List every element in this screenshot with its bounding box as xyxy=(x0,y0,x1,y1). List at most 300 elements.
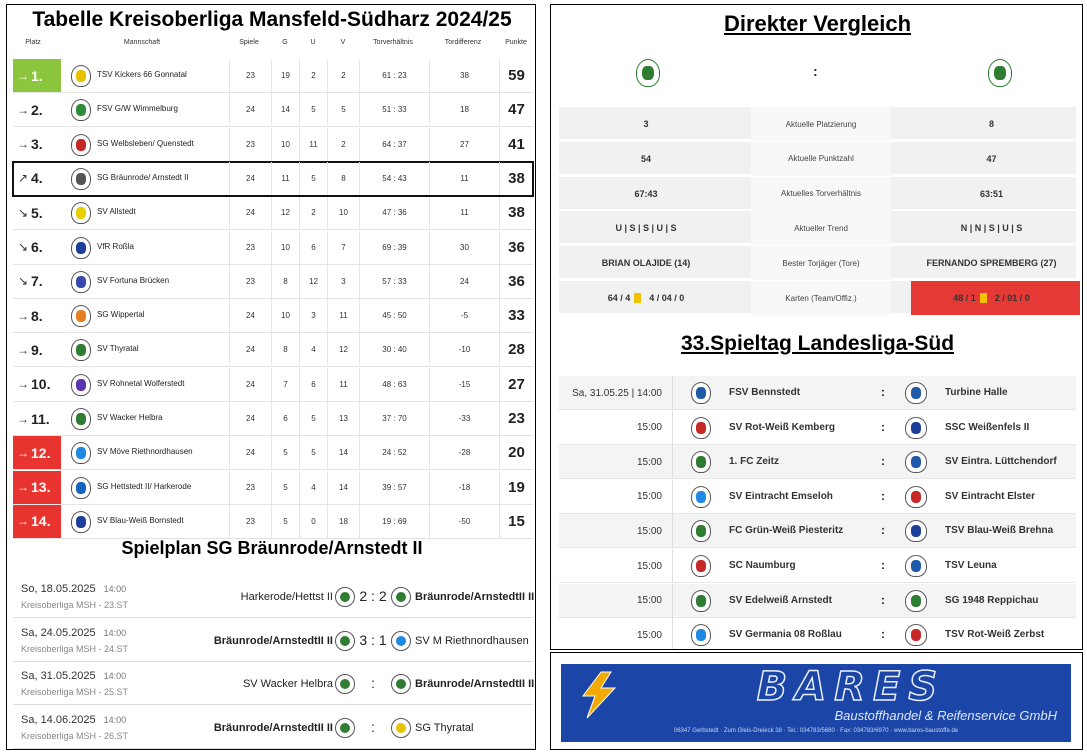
team-name[interactable]: SG Welbsleben/ Quenstedt xyxy=(97,138,194,148)
cell-v: 12 xyxy=(327,333,359,366)
team-crest-icon xyxy=(71,374,91,396)
table-row[interactable] xyxy=(13,333,533,367)
rank-cell xyxy=(13,231,61,264)
away-crest-icon xyxy=(391,718,411,738)
match-home-team[interactable]: FSV Bennstedt xyxy=(729,387,801,398)
compare-away-value: 8 xyxy=(988,119,994,129)
cell-diff: -5 xyxy=(429,299,499,332)
team-name[interactable]: SV Wacker Helbra xyxy=(97,413,163,422)
table-row[interactable] xyxy=(13,59,533,93)
cell-points: 15 xyxy=(499,505,533,538)
cell-points: 36 xyxy=(499,231,533,264)
match-away-team[interactable]: SG 1948 Reppichau xyxy=(945,594,1039,606)
team-name[interactable]: SV Blau-Weiß Bornstedt xyxy=(97,515,184,525)
table-row[interactable] xyxy=(13,471,533,505)
compare-separator: : xyxy=(813,63,818,79)
fixture-date: So, 18.05.2025 14:00 xyxy=(21,583,127,595)
rank-cell xyxy=(13,59,61,92)
team-crest-icon xyxy=(71,408,91,430)
trend-arrow-icon: ↘ xyxy=(17,205,29,220)
match-separator: : xyxy=(881,454,885,469)
match-time: Sa, 31.05.25 | 14:00 xyxy=(559,376,673,410)
match-separator: : xyxy=(881,419,885,434)
compare-label: Aktueller Trend xyxy=(751,211,891,245)
cell-g: 10 xyxy=(271,299,299,332)
col-spiele: Spiele xyxy=(239,39,259,46)
match-row[interactable] xyxy=(559,549,1076,583)
home-crest-icon xyxy=(335,674,355,694)
cell-u: 2 xyxy=(299,196,327,229)
col-u: U xyxy=(310,39,316,46)
cell-spiele: 23 xyxy=(229,505,271,538)
match-separator: : xyxy=(881,523,885,538)
fixture-score: 2 : 2 xyxy=(359,588,387,604)
cell-tore: 19 : 69 xyxy=(359,505,429,538)
team-name[interactable]: SG Wippertal xyxy=(97,310,145,320)
cell-spiele: 24 xyxy=(229,368,271,401)
team-crest-icon xyxy=(71,271,91,293)
fixture-date: Sa, 31.05.2025 14:00 xyxy=(21,670,127,682)
away-crest-icon xyxy=(905,451,927,473)
table-row[interactable] xyxy=(13,299,533,333)
team-crest-icon xyxy=(71,237,91,259)
cell-diff: -10 xyxy=(429,333,499,366)
match-home-team[interactable]: SV Germania 08 Roßlau xyxy=(729,629,842,641)
fixture-row[interactable] xyxy=(13,620,533,662)
cell-u: 0 xyxy=(299,505,327,538)
rank-cell xyxy=(13,299,61,332)
match-row[interactable] xyxy=(559,411,1076,445)
away-crest-icon xyxy=(905,486,927,508)
cell-u: 3 xyxy=(299,299,327,332)
team-crest-icon xyxy=(71,339,91,361)
cell-spiele: 23 xyxy=(229,471,271,504)
compare-panel xyxy=(550,4,1083,650)
match-row[interactable] xyxy=(559,584,1076,618)
compare-label: Aktuelle Punktzahl xyxy=(751,142,891,176)
cell-tore: 64 : 37 xyxy=(359,128,429,161)
cell-spiele: 23 xyxy=(229,231,271,264)
match-separator: : xyxy=(881,558,885,572)
col-platz: Platz xyxy=(25,39,41,46)
compare-home-value: BRIAN OLAJIDE (14) xyxy=(601,258,691,269)
fixture-time: 14:00 xyxy=(103,584,127,594)
compare-away-value: 47 xyxy=(986,153,997,164)
sponsor-banner[interactable] xyxy=(550,652,1083,750)
cell-tore: 30 : 40 xyxy=(359,333,429,366)
fixture-row[interactable] xyxy=(13,707,533,749)
compare-home-value: U | S | S | U | S xyxy=(615,223,677,234)
cell-u: 12 xyxy=(299,265,327,298)
rank-number: 11. xyxy=(31,410,50,427)
cell-v: 14 xyxy=(327,436,359,469)
rank-cell xyxy=(13,162,61,195)
sponsor-banner-inner xyxy=(561,664,1071,742)
home-crest-icon xyxy=(691,624,711,646)
team-crest-icon xyxy=(71,305,91,327)
away-crest-icon xyxy=(905,520,927,542)
sponsor-contact: 06347 Gerbstedt · Zum Gleis-Dreieck 38 · Tel.: 034783/5680 · Fax: 034783/6970 · www.bares-baustoffe.de xyxy=(673,728,959,734)
home-crest-icon xyxy=(335,718,355,738)
cell-u: 5 xyxy=(299,162,327,195)
team-name[interactable]: SV Fortuna Brücken xyxy=(97,275,170,285)
cell-v: 8 xyxy=(327,162,359,195)
cell-u: 2 xyxy=(299,59,327,92)
cell-points: 38 xyxy=(499,196,533,229)
trend-arrow-icon: ↗ xyxy=(17,171,29,186)
home-crest-icon xyxy=(691,382,711,404)
match-away-team[interactable]: SV Eintracht Elster xyxy=(945,490,1036,502)
table-row[interactable] xyxy=(13,93,533,127)
match-home-team[interactable]: SV Eintracht Emseloh xyxy=(729,490,833,502)
cell-tore: 45 : 50 xyxy=(359,299,429,332)
cell-u: 5 xyxy=(299,402,327,435)
cell-u: 5 xyxy=(299,93,327,126)
rank-number: 13. xyxy=(31,479,51,496)
compare-label: Karten (Team/Offiz.) xyxy=(751,281,891,315)
cell-spiele: 23 xyxy=(229,59,271,92)
trend-arrow-icon: → xyxy=(17,514,29,529)
match-home-team[interactable]: SV Edelweiß Arnstedt xyxy=(729,594,832,606)
home-crest-icon xyxy=(335,631,355,651)
compare-title: Direkter Vergleich xyxy=(723,11,912,36)
cell-points: 23 xyxy=(499,402,533,435)
team-name[interactable]: SV Rohnetal Wolferstedt xyxy=(97,378,185,388)
compare-row xyxy=(559,107,1076,141)
fixture-date: Sa, 14.06.2025 14:00 xyxy=(21,713,127,726)
match-away-team[interactable]: TSV Blau-Weiß Brehna xyxy=(945,525,1054,537)
rank-number: 2. xyxy=(31,101,43,118)
cell-spiele: 23 xyxy=(229,265,271,298)
home-crest-icon xyxy=(691,417,711,439)
col-g: G xyxy=(282,39,288,46)
compare-row xyxy=(559,211,1076,245)
rank-cell xyxy=(13,93,61,126)
cell-diff: -50 xyxy=(429,505,499,538)
match-home-team[interactable]: SV Rot-Weiß Kemberg xyxy=(729,421,835,433)
team-crest-icon xyxy=(71,168,91,190)
cell-points: 19 xyxy=(499,471,533,504)
match-separator: : xyxy=(881,488,885,503)
cell-spiele: 24 xyxy=(229,299,271,332)
team-crest-icon xyxy=(71,442,91,464)
cell-spiele: 24 xyxy=(229,162,271,195)
match-away-team[interactable]: TSV Rot-Weiß Zerbst xyxy=(945,629,1045,641)
landesliga-title: 33.Spieltag Landesliga-Süd xyxy=(680,332,955,355)
cell-tore: 61 : 23 xyxy=(359,59,429,92)
rank-number: 12. xyxy=(31,444,51,461)
cards-home xyxy=(559,281,733,315)
cell-u: 6 xyxy=(299,231,327,264)
cell-spiele: 24 xyxy=(229,333,271,366)
rank-number: 7. xyxy=(31,273,43,290)
cell-v: 18 xyxy=(327,505,359,538)
rank-number: 6. xyxy=(31,239,43,255)
cell-g: 6 xyxy=(271,402,299,435)
match-time: 15:00 xyxy=(559,584,673,618)
rank-number: 9. xyxy=(31,341,43,358)
fixture-competition: Kreisoberliga MSH - 26.ST xyxy=(21,730,129,741)
match-separator: : xyxy=(881,385,885,399)
yellow-card-icon xyxy=(634,293,641,303)
fixture-competition: Kreisoberliga MSH - 23.ST xyxy=(21,600,129,610)
compare-label: Aktuelles Torverhältnis xyxy=(751,177,891,211)
fixture-away-team[interactable]: SG Thyratal xyxy=(415,721,474,734)
cell-g: 5 xyxy=(271,505,299,538)
match-away-team[interactable]: SSC Weißenfels II xyxy=(945,421,1030,433)
match-time: 15:00 xyxy=(559,549,673,583)
cards-home-value: 4 / 0 xyxy=(649,293,667,303)
rank-number: 8. xyxy=(31,307,43,324)
cell-u: 6 xyxy=(299,368,327,401)
match-row[interactable] xyxy=(559,514,1076,548)
cell-points: 38 xyxy=(499,162,533,195)
cell-diff: 27 xyxy=(429,128,499,161)
trend-arrow-icon: → xyxy=(17,68,29,83)
match-home-team[interactable]: SC Naumburg xyxy=(729,560,796,571)
cell-u: 11 xyxy=(299,128,327,161)
cell-points: 59 xyxy=(499,59,533,92)
rank-cell xyxy=(13,196,61,229)
cell-diff: 11 xyxy=(429,196,499,229)
col-tore: Torverhältnis xyxy=(373,39,413,46)
match-time: 15:00 xyxy=(559,514,673,548)
home-crest-icon xyxy=(691,486,711,508)
team-name[interactable]: VfR Roßla xyxy=(97,241,134,251)
cell-u: 4 xyxy=(299,333,327,366)
table-row[interactable] xyxy=(13,265,533,299)
cards-away-value: 2 / 0 xyxy=(994,293,1013,303)
cell-v: 2 xyxy=(327,59,359,92)
team-crest-icon xyxy=(71,134,91,156)
away-crest-icon xyxy=(905,590,927,612)
match-away-team[interactable]: SV Eintra. Lüttchendorf xyxy=(945,456,1057,468)
fixture-home-team[interactable]: SV Wacker Helbra xyxy=(242,678,333,690)
rank-cell xyxy=(13,505,61,538)
cell-v: 7 xyxy=(327,231,359,264)
compare-home-value: 3 xyxy=(643,119,649,129)
match-home-team[interactable]: FC Grün-Weiß Piesteritz xyxy=(729,525,844,537)
compare-home-value: 54 xyxy=(640,153,651,164)
match-row[interactable] xyxy=(559,618,1076,650)
col-mannschaft: Mannschaft xyxy=(123,39,161,46)
cell-v: 13 xyxy=(327,402,359,435)
fixture-home-team[interactable]: Harkerode/Hettst II xyxy=(240,591,333,603)
cell-points: 36 xyxy=(499,265,533,298)
fixture-away-team[interactable]: Bräunrode/ArnstedtII II xyxy=(415,678,535,690)
cell-spiele: 23 xyxy=(229,128,271,161)
fixture-time: 14:00 xyxy=(103,671,127,681)
fixture-score: 3 : 1 xyxy=(359,631,387,648)
trend-arrow-icon: → xyxy=(17,411,29,426)
cell-u: 5 xyxy=(299,436,327,469)
table-row[interactable] xyxy=(13,128,533,162)
cell-diff: 24 xyxy=(429,265,499,298)
team-crest-icon xyxy=(71,511,91,533)
cell-diff: 38 xyxy=(429,59,499,92)
cell-v: 11 xyxy=(327,368,359,401)
table-header xyxy=(13,35,533,55)
col-diff: Tordifferenz xyxy=(444,39,482,46)
home-crest-icon xyxy=(636,59,660,87)
cell-spiele: 24 xyxy=(229,436,271,469)
team-crest-icon xyxy=(71,202,91,224)
fixture-score: : xyxy=(371,675,375,691)
compare-home-value: 67:43 xyxy=(634,188,658,199)
cell-spiele: 24 xyxy=(229,402,271,435)
fixture-home-team[interactable]: Bräunrode/ArnstedtII II xyxy=(213,721,333,734)
cell-points: 41 xyxy=(499,128,533,161)
cell-tore: 51 : 33 xyxy=(359,93,429,126)
cell-diff: -33 xyxy=(429,402,499,435)
cell-v: 2 xyxy=(327,128,359,161)
team-crest-icon xyxy=(71,99,91,121)
rank-cell xyxy=(13,402,61,435)
match-home-team[interactable]: 1. FC Zeitz xyxy=(729,456,780,468)
yellow-card-icon xyxy=(980,293,987,303)
home-crest-icon xyxy=(691,451,711,473)
cell-g: 5 xyxy=(271,471,299,504)
home-crest-icon xyxy=(335,587,355,607)
table-row[interactable] xyxy=(13,196,533,230)
rank-number: 10. xyxy=(31,376,51,393)
compare-label: Aktuelle Platzierung xyxy=(751,107,891,141)
trend-arrow-icon: → xyxy=(17,377,29,392)
trend-arrow-icon: → xyxy=(17,102,29,117)
table-row[interactable] xyxy=(13,505,533,539)
team-name[interactable]: SV Möve Riethnordhausen xyxy=(97,447,193,457)
match-time: 15:00 xyxy=(559,445,673,479)
schedule-title: Spielplan SG Bräunrode/Arnstedt II xyxy=(121,538,423,558)
table-row[interactable] xyxy=(13,231,533,265)
table-row[interactable] xyxy=(13,162,533,196)
cell-v: 10 xyxy=(327,196,359,229)
home-crest-icon xyxy=(691,520,711,542)
cell-tore: 48 : 63 xyxy=(359,368,429,401)
away-crest-icon xyxy=(905,382,927,404)
team-name[interactable]: TSV Kickers 66 Gonnatal xyxy=(97,70,187,79)
rank-cell xyxy=(13,471,61,504)
rank-number: 14. xyxy=(31,513,51,530)
home-crest-icon xyxy=(691,555,711,577)
cards-away xyxy=(907,281,1076,315)
team-name[interactable]: SG Hettstedt II/ Harkerode xyxy=(97,481,192,491)
cell-diff: 18 xyxy=(429,93,499,126)
cell-points: 27 xyxy=(499,368,533,401)
cell-points: 28 xyxy=(499,333,533,366)
trend-arrow-icon: → xyxy=(17,445,29,460)
cell-u: 4 xyxy=(299,471,327,504)
league-title: Tabelle Kreisoberliga Mansfeld-Südharz 2024/25 xyxy=(32,8,512,31)
away-crest-icon xyxy=(905,624,927,646)
rank-cell xyxy=(13,128,61,161)
compare-label: Bester Torjäger (Tore) xyxy=(751,246,891,280)
fixture-row[interactable] xyxy=(13,576,533,618)
cell-tore: 39 : 57 xyxy=(359,471,429,504)
cell-tore: 47 : 36 xyxy=(359,196,429,229)
away-crest-icon xyxy=(905,555,927,577)
cell-g: 10 xyxy=(271,231,299,264)
rank-number: 5. xyxy=(31,204,43,221)
home-crest-icon xyxy=(691,590,711,612)
away-crest-icon xyxy=(905,417,927,439)
compare-away-value: FERNANDO SPREMBERG (27) xyxy=(926,258,1057,269)
sponsor-name: BARES xyxy=(756,664,946,710)
cell-g: 11 xyxy=(271,162,299,195)
match-time: 15:00 xyxy=(559,618,673,650)
rank-number: 3. xyxy=(31,136,43,153)
rank-cell xyxy=(13,265,61,298)
col-v: V xyxy=(340,39,346,46)
match-away-team[interactable]: Turbine Halle xyxy=(945,387,1008,398)
cell-v: 5 xyxy=(327,93,359,126)
cell-tore: 54 : 43 xyxy=(359,162,429,195)
col-punkte: Punkte xyxy=(505,39,527,46)
team-name[interactable]: SG Bräunrode/ Arnstedt II xyxy=(97,172,189,182)
cards-away-value: 48 / 1 xyxy=(953,293,976,303)
match-row[interactable] xyxy=(559,376,1076,410)
match-row[interactable] xyxy=(559,480,1076,514)
cell-diff: -18 xyxy=(429,471,499,504)
table-row[interactable] xyxy=(13,436,533,470)
cell-g: 14 xyxy=(271,93,299,126)
match-away-team[interactable]: TSV Leuna xyxy=(945,560,997,571)
rank-number: 4. xyxy=(31,170,43,187)
compare-away-value: 63:51 xyxy=(979,188,1004,199)
compare-away-value: N | N | S | U | S xyxy=(960,223,1023,234)
team-crest-icon xyxy=(71,65,91,87)
fixture-time: 14:00 xyxy=(103,627,127,638)
away-crest-icon xyxy=(391,631,411,651)
team-name[interactable]: SV Allstedt xyxy=(97,207,136,217)
compare-row xyxy=(559,177,1076,211)
table-row[interactable] xyxy=(13,402,533,436)
compare-row xyxy=(559,246,1076,280)
fixture-away-team[interactable]: Bräunrode/ArnstedtII II xyxy=(415,591,535,603)
match-row[interactable] xyxy=(559,445,1076,479)
cell-diff: -28 xyxy=(429,436,499,469)
cell-g: 10 xyxy=(271,128,299,161)
fixture-date: Sa, 24.05.2025 14:00 xyxy=(21,626,127,639)
cell-points: 20 xyxy=(499,436,533,469)
cell-diff: 30 xyxy=(429,231,499,264)
cell-v: 11 xyxy=(327,299,359,332)
trend-arrow-icon: ↘ xyxy=(17,274,29,289)
team-name[interactable]: SV Thyratal xyxy=(97,344,139,354)
team-name[interactable]: FSV G/W Wimmelburg xyxy=(97,104,178,114)
trend-arrow-icon: → xyxy=(17,480,29,495)
table-row[interactable] xyxy=(13,368,533,402)
fixture-row[interactable] xyxy=(13,663,533,705)
away-crest-icon xyxy=(988,59,1012,87)
sponsor-subtitle: Baustoffhandel & Reifenservice GmbH xyxy=(834,708,1057,723)
trend-arrow-icon: → xyxy=(17,308,29,323)
fixture-score: : xyxy=(371,718,375,735)
cell-g: 8 xyxy=(271,265,299,298)
trend-arrow-icon: ↘ xyxy=(17,240,29,254)
fixture-away-team[interactable]: SV M Riethnordhausen xyxy=(415,634,529,647)
cell-tore: 57 : 33 xyxy=(359,265,429,298)
trend-arrow-icon: → xyxy=(17,342,29,357)
cell-g: 5 xyxy=(271,436,299,469)
cards-home-value: 4 / 0 xyxy=(666,293,685,303)
fixture-home-team[interactable]: Bräunrode/ArnstedtII II xyxy=(213,634,333,647)
cell-tore: 24 : 52 xyxy=(359,436,429,469)
cell-points: 47 xyxy=(499,93,533,126)
rank-cell xyxy=(13,436,61,469)
compare-row xyxy=(559,142,1076,176)
cell-v: 14 xyxy=(327,471,359,504)
